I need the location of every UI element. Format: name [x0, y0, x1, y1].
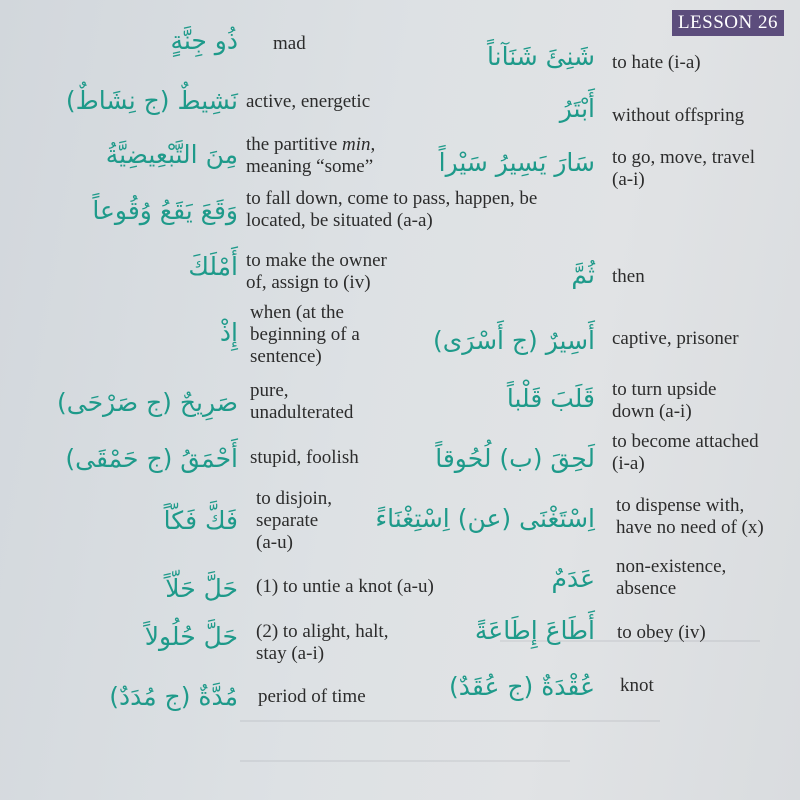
arabic-term: عُقْدَةٌ (ج عُقَدٌ) — [448, 672, 595, 701]
english-gloss: to dispense with, have no need of (x) — [616, 495, 764, 538]
english-gloss: when (at the beginning of a sentence) — [250, 302, 360, 367]
english-gloss: pure, unadulterated — [250, 380, 354, 423]
arabic-term: فَكَّ فَكّاً — [163, 506, 238, 535]
arabic-term: أَبْتَرُ — [559, 94, 595, 123]
english-gloss: the partitive min, meaning “some” — [246, 134, 376, 177]
arabic-term: لَحِقَ (ب) لُحُوقاً — [435, 444, 595, 473]
english-gloss: mad — [273, 33, 306, 54]
arabic-term: أَمْلَكَ — [188, 252, 238, 281]
english-gloss: to hate (i-a) — [612, 52, 701, 73]
english-gloss: stupid, foolish — [250, 447, 359, 468]
arabic-term: مِنَ التَّبْعِيضِيَّةُ — [105, 140, 238, 169]
arabic-term: أَطَاعَ إِطَاعَةً — [474, 616, 595, 645]
english-gloss: active, energetic — [246, 91, 371, 112]
english-gloss: captive, prisoner — [612, 328, 739, 349]
english-gloss: to fall down, come to pass, happen, be located, be situated (a-a) — [246, 188, 538, 231]
arabic-term: قَلَبَ قَلْباً — [506, 384, 595, 413]
english-gloss: non-existence, absence — [616, 556, 727, 599]
english-gloss: to go, move, travel (a-i) — [612, 147, 755, 190]
arabic-term: عَدَمٌ — [551, 564, 595, 593]
english-gloss: (2) to alight, halt, stay (a-i) — [256, 621, 389, 664]
arabic-term: ذُو جِنَّةٍ — [170, 26, 238, 55]
english-gloss: (1) to untie a knot (a-u) — [256, 576, 434, 597]
arabic-term: أَسِيرٌ (ج أَسْرَى) — [432, 326, 595, 355]
arabic-term: أَحْمَقُ (ج حَمْقَى) — [65, 444, 238, 473]
english-gloss: to make the owner of, assign to (iv) — [246, 250, 387, 293]
arabic-term: سَارَ يَسِيرُ سَيْراً — [438, 148, 595, 177]
arabic-term: ثُمَّ — [571, 260, 595, 289]
arabic-term: إِذْ — [219, 318, 238, 347]
arabic-term: نَشِيطٌ (ج نِشَاطٌ) — [65, 86, 238, 115]
lesson-number-tag: LESSON 26 — [672, 10, 784, 36]
arabic-term: صَرِيحٌ (ج صَرْحَى) — [57, 388, 238, 417]
arabic-term: شَنِئَ شَنَآناً — [487, 42, 595, 71]
arabic-term: اِسْتَغْنَى (عن) اِسْتِغْنَاءً — [375, 504, 595, 533]
english-gloss: to turn upside down (a-i) — [612, 379, 717, 422]
english-gloss: to obey (iv) — [617, 622, 706, 643]
english-gloss: to become attached (i-a) — [612, 431, 759, 474]
english-gloss: period of time — [258, 686, 366, 707]
english-gloss: without offspring — [612, 105, 745, 126]
arabic-term: حَلَّ حُلُولاً — [144, 622, 238, 651]
english-gloss: to disjoin, separate (a-u) — [256, 488, 333, 553]
arabic-term: وَقَعَ يَقَعُ وُقُوعاً — [92, 196, 238, 225]
arabic-term: مُدَّةٌ (ج مُدَدٌ) — [109, 682, 238, 711]
english-gloss: knot — [620, 675, 654, 696]
english-gloss: then — [612, 266, 645, 287]
arabic-term: حَلَّ حَلّاً — [165, 574, 238, 603]
